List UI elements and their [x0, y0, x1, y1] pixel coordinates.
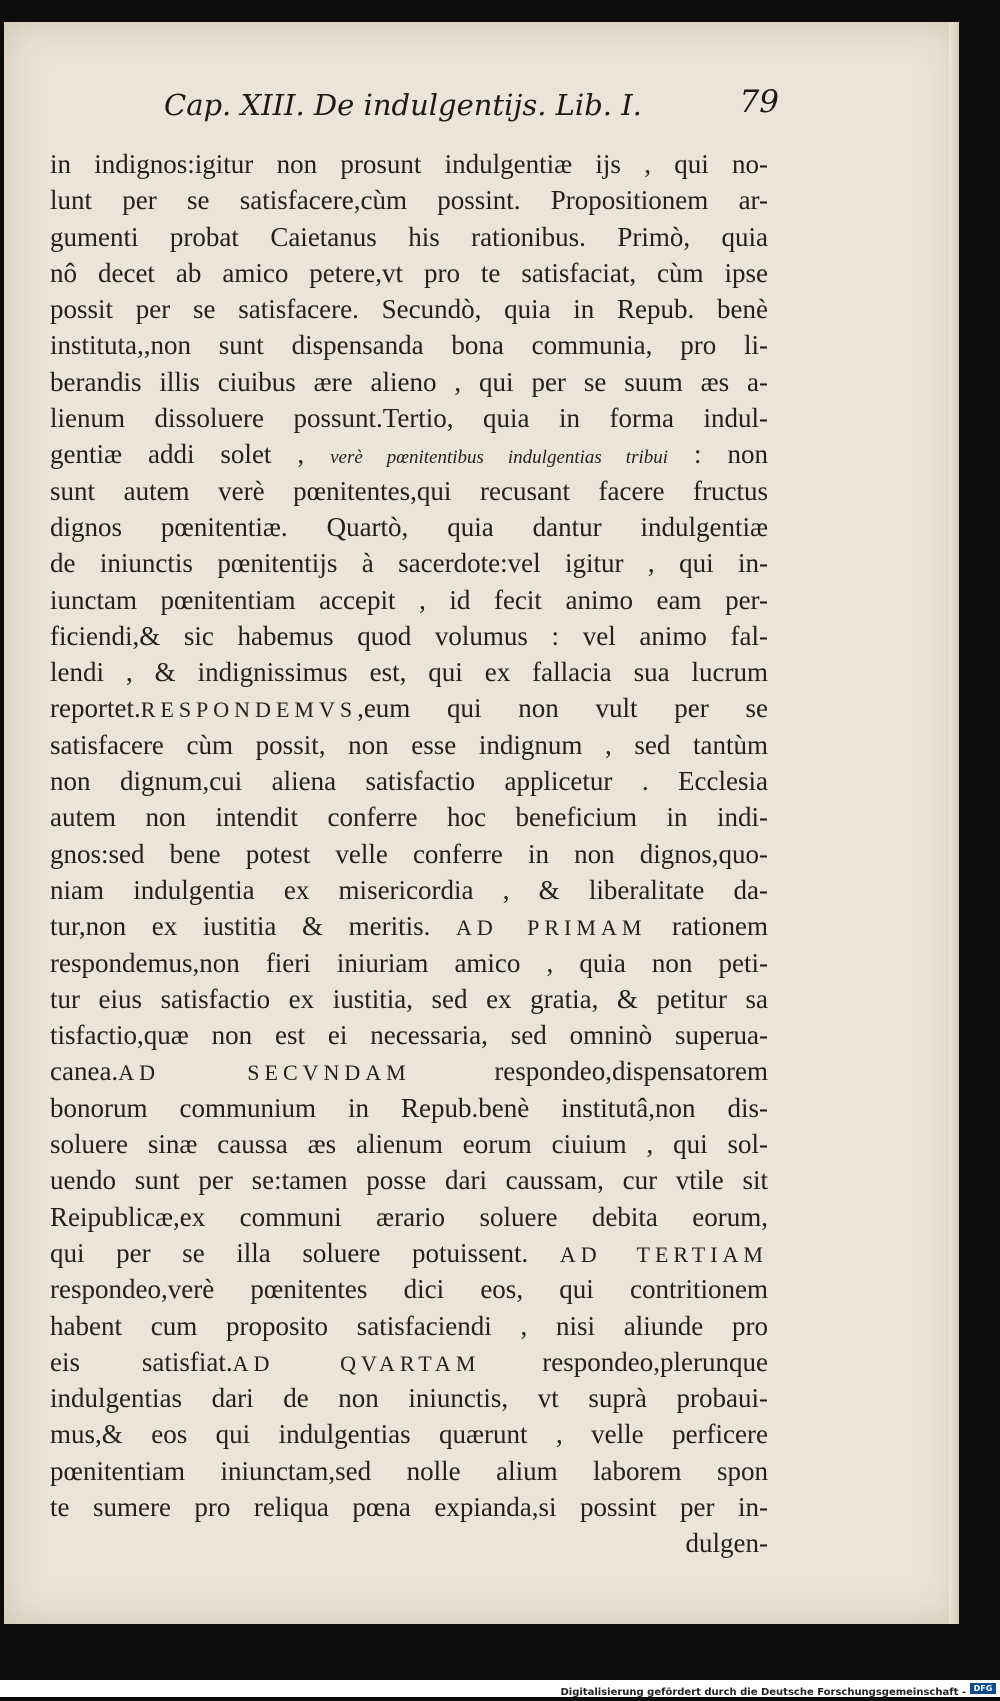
line-end: : non: [668, 439, 768, 470]
text-line: sunt autem verè pœnitentes,qui recusant facere fructus: [50, 475, 768, 506]
text-line: respondeo,verè pœnitentes dici eos, qui contritionem: [50, 1274, 768, 1305]
text-line: mus,& eos qui indulgentias quærunt , velle perficere: [50, 1419, 768, 1450]
text-line: ficiendi,& sic habemus quod volumus : vel animo fal-: [50, 620, 768, 651]
text-line: niam indulgentia ex misericordia , & liberalitate da-: [50, 874, 768, 905]
running-head: [164, 80, 779, 130]
text-line: dignos pœnitentiæ. Quartò, quia dantur indulgentiæ: [50, 511, 768, 542]
dfg-logo: DFG: [970, 1683, 996, 1694]
page-number: 79: [739, 84, 779, 120]
text-line: pœnitentiam iniunctam,sed nolle alium laborem spon: [50, 1455, 768, 1486]
text-line: gnos:sed bene potest velle conferre in non dignos,quo-: [50, 838, 768, 869]
text-line: [50, 908, 768, 944]
digitization-footer: [0, 1680, 1000, 1697]
small-caps-heading: AD TERTIAM: [559, 1241, 768, 1267]
text-line: in indignos:igitur non prosunt indulgentiæ ijs , qui no-: [50, 149, 768, 179]
line-start: canea.: [50, 1056, 119, 1087]
small-caps-heading: AD PRIMAM: [456, 915, 647, 941]
text-line: [50, 1053, 768, 1089]
text-line: indulgentias dari de non iniunctis, vt suprà probaui-: [50, 1383, 768, 1414]
text-line: nô decet ab amico petere,vt pro te satisfaciat, cùm ipse: [50, 257, 768, 288]
text-line: de iniunctis pœnitentijs à sacerdote:vel igitur , qui in-: [50, 548, 768, 579]
line-start: tur,non ex iustitia & meritis.: [50, 911, 456, 942]
text-line: autem non intendit conferre hoc beneficium in indi-: [50, 802, 768, 833]
line-start: reportet.: [50, 693, 141, 724]
line-end: rationem: [646, 911, 768, 942]
small-caps-heading: AD QVARTAM: [232, 1350, 481, 1376]
book-page: [4, 22, 959, 1624]
line-end: ,eum qui non vult per se: [357, 693, 768, 724]
body-text: [50, 146, 768, 1562]
page-edge-shadow: [949, 22, 959, 1624]
text-line: Reipublicæ,ex communi ærario soluere debita eorum,: [50, 1201, 768, 1232]
line-start: eis satisfiat.: [50, 1346, 233, 1377]
text-line: respondemus,non fieri iniuriam amico , quia non peti-: [50, 947, 768, 978]
text-line: [50, 1235, 768, 1271]
text-line: lienum dissoluere possunt.Tertio, quia in forma indul-: [50, 403, 768, 434]
text-line: te sumere pro reliqua pœna expianda,si possint per in-: [50, 1491, 768, 1522]
line-end: respondeo,dispensatorem: [410, 1056, 768, 1087]
text-line: lendi , & indignissimus est, qui ex fallacia sua lucrum: [50, 657, 768, 688]
text-line: bonorum communium in Repub.benè institutâ,non dis-: [50, 1092, 768, 1123]
text-line: [50, 436, 768, 472]
funding-credit: Digitalisierung gefördert durch die Deutsche Forschungsgemeinschaft -: [560, 1687, 966, 1698]
text-line: tisfactio,quæ non est ei necessaria, sed omninò superua-: [50, 1020, 768, 1051]
text-line: uendo sunt per se:tamen posse dari caussam, cur vtile sit: [50, 1165, 768, 1196]
line-start: qui per se illa soluere potuissent.: [50, 1237, 560, 1268]
line-start: gentiæ addi solet ,: [50, 439, 331, 470]
text-line: non dignum,cui aliena satisfactio applicetur . Ecclesia: [50, 766, 768, 797]
text-line: iunctam pœnitentiam accepit , id fecit animo eam per-: [50, 584, 768, 615]
italic-quotation: verè pœnitentibus indulgentias tribui: [330, 447, 669, 469]
line-end: respondeo,plerunque: [480, 1346, 768, 1377]
small-caps-heading: RESPONDEMVS: [140, 697, 358, 723]
text-line: soluere sinæ caussa æs alienum eorum ciuium , qui sol-: [50, 1129, 768, 1160]
text-line: possit per se satisfacere. Secundò, quia in Repub. benè: [50, 294, 768, 325]
text-line: berandis illis ciuibus ære alieno , qui per se suum æs a-: [50, 366, 768, 397]
text-line: [50, 690, 768, 726]
small-caps-heading: AD SECVNDAM: [118, 1060, 411, 1086]
text-line: tur eius satisfactio ex iustitia, sed ex gratia, & petitur sa: [50, 983, 768, 1014]
text-line: habent cum proposito satisfaciendi , nisi aliunde pro: [50, 1310, 768, 1341]
catchword: dulgen-: [685, 1528, 768, 1559]
text-line: lunt per se satisfacere,cùm possint. Propositionem ar-: [50, 185, 768, 216]
text-line: instituta,,non sunt dispensanda bona communia, pro li-: [50, 330, 768, 361]
running-head-title: Cap. XIII. De indulgentijs. Lib. I.: [164, 88, 642, 122]
text-line: satisfacere cùm possit, non esse indignum , sed tantùm: [50, 729, 768, 760]
text-line: [50, 1344, 768, 1380]
text-line: gumenti probat Caietanus his rationibus. Primò, quia: [50, 221, 768, 252]
